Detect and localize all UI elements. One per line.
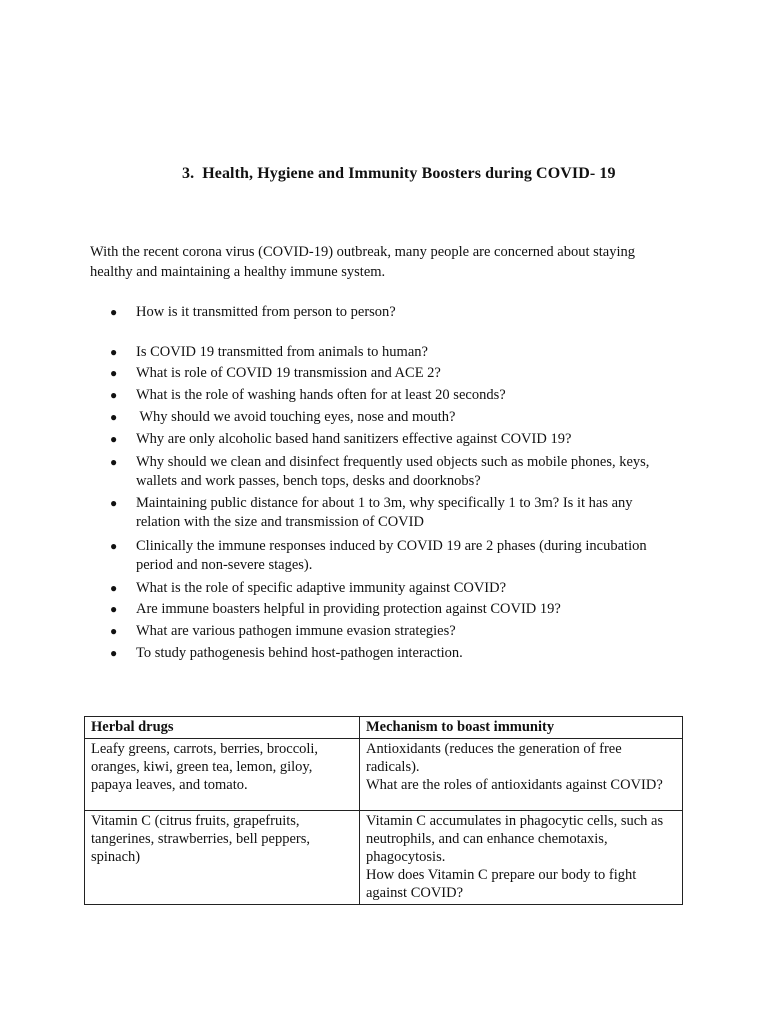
table-row <box>85 739 683 811</box>
page-title <box>182 165 616 183</box>
bullet-icon: ● <box>110 624 118 638</box>
mechanism-question: What are the roles of antioxidants against COVID? <box>366 777 663 793</box>
column-header-herbal-drugs: Herbal drugs <box>85 717 360 739</box>
bullet-icon: ● <box>110 432 118 446</box>
bullet-icon: ● <box>110 388 118 402</box>
bullet-icon: ● <box>110 410 118 424</box>
herbal-drugs-cell: Vitamin C (citrus fruits, grapefruits, tangerines, strawberries, bell peppers, spinach) <box>85 811 360 905</box>
bullet-icon: ● <box>110 539 118 553</box>
bullet-icon: ● <box>110 602 118 616</box>
section-number: 3. <box>182 165 195 182</box>
mechanism-cell <box>360 739 683 811</box>
intro-paragraph: With the recent corona virus (COVID-19) outbreak, many people are concerned about staying healthy and maintaining a healthy immune system. <box>90 244 635 280</box>
herbal-drugs-cell: Leafy greens, carrots, berries, broccoli, oranges, kiwi, green tea, lemon, giloy, papaya leaves, and tomato. <box>85 739 360 811</box>
mechanism-text: Antioxidants (reduces the generation of free radicals). <box>366 741 622 775</box>
bullet-icon: ● <box>110 646 118 660</box>
table-header-row <box>85 717 683 739</box>
mechanism-question: How does Vitamin C prepare our body to fight against COVID? <box>366 867 637 901</box>
mechanism-text: Vitamin C accumulates in phagocytic cells, such as neutrophils, and can enhance chemotaxis, phagocytosis. <box>366 813 664 865</box>
table-row <box>85 811 683 905</box>
mechanism-cell <box>360 811 683 905</box>
bullet-icon: ● <box>110 345 118 359</box>
bullet-icon: ● <box>110 581 118 595</box>
column-header-mechanism: Mechanism to boast immunity <box>360 717 683 739</box>
bullet-icon: ● <box>110 305 118 319</box>
bullet-icon: ● <box>110 455 118 469</box>
bullet-icon: ● <box>110 366 118 380</box>
bullet-icon: ● <box>110 496 118 510</box>
section-title: Health, Hygiene and Immunity Boosters during COVID- 19 <box>202 165 616 182</box>
immunity-table <box>84 716 683 905</box>
